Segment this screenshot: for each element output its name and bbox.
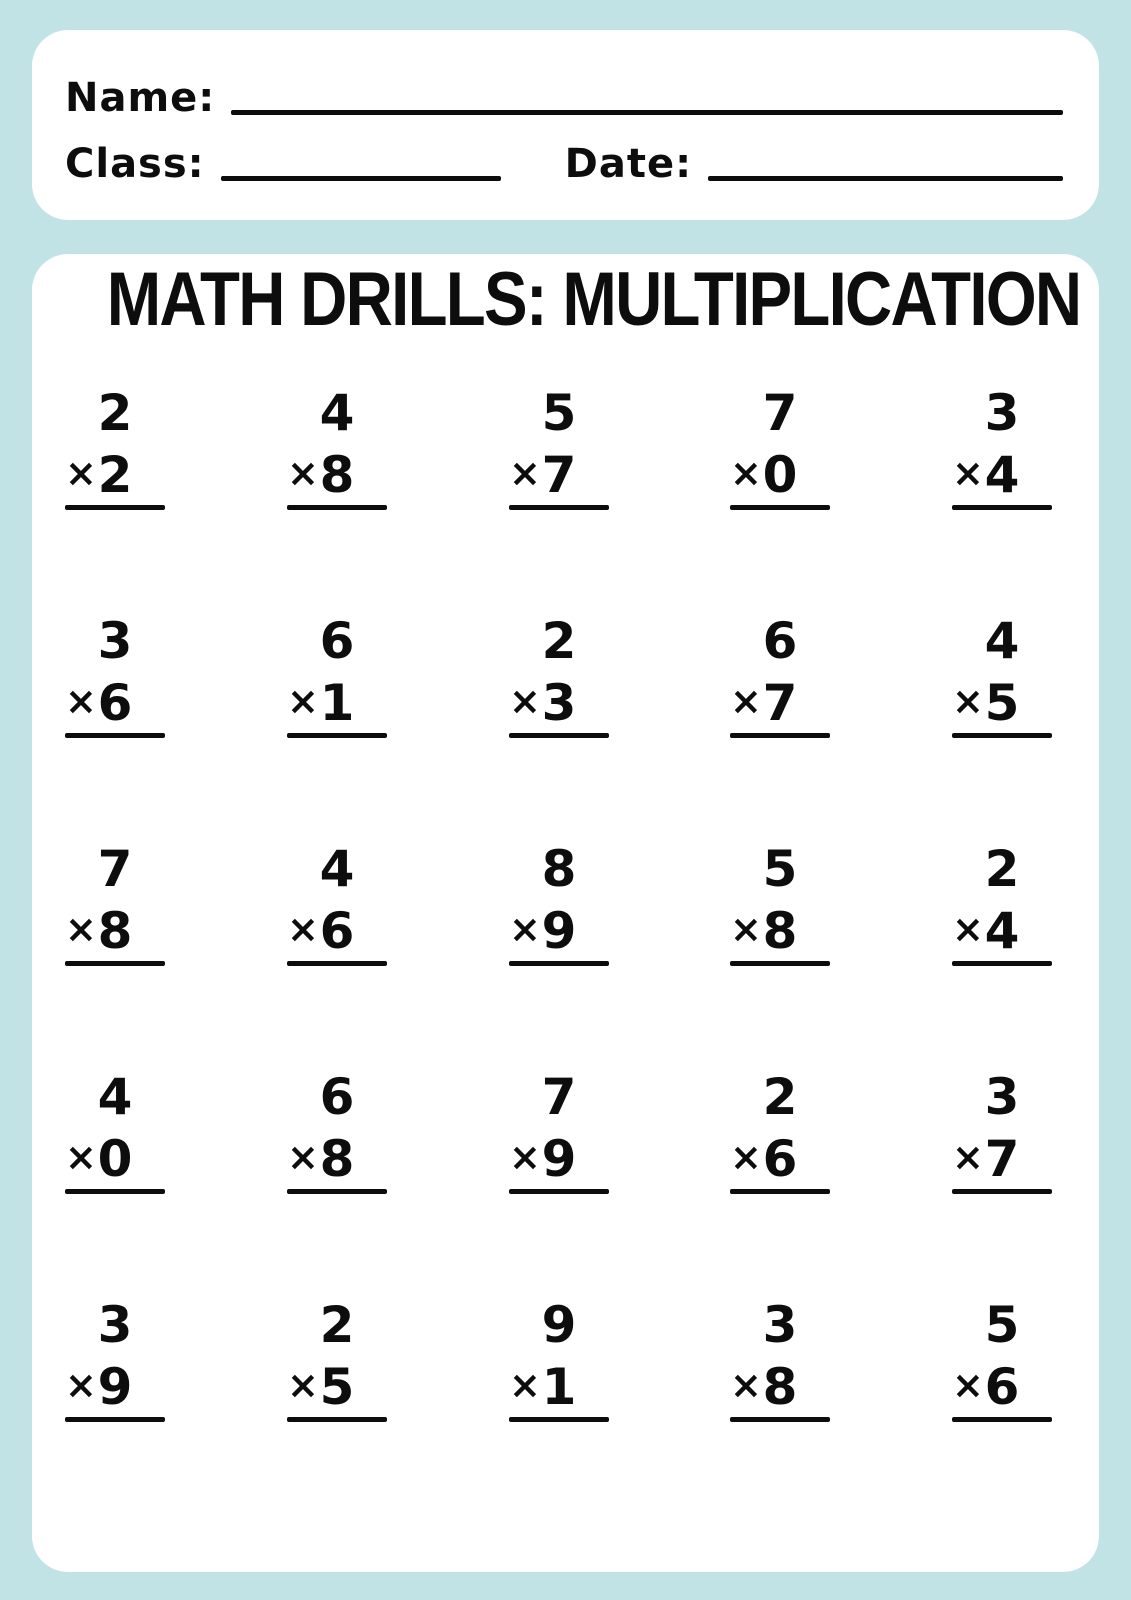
- problem-bottom-row: [952, 1130, 1052, 1188]
- problem-bottom-row: [952, 1358, 1052, 1416]
- answer-blank-line: [65, 505, 165, 510]
- answer-blank-line: [287, 733, 387, 738]
- bottom-operand: 2: [97, 446, 133, 504]
- answer-blank-line: [509, 961, 609, 966]
- top-operand: 6: [762, 612, 798, 670]
- problem-bottom-row: [509, 1130, 609, 1188]
- problem: [730, 612, 830, 844]
- top-operand: 6: [319, 612, 355, 670]
- answer-blank-line: [65, 1417, 165, 1422]
- problem-bottom-row: [952, 446, 1052, 504]
- answer-blank-line: [730, 733, 830, 738]
- answer-blank-line: [952, 1417, 1052, 1422]
- problem-bottom-row: [287, 902, 387, 960]
- answer-blank-line: [509, 1189, 609, 1194]
- top-operand: 7: [762, 384, 798, 442]
- worksheet-card: [32, 254, 1099, 1572]
- times-operator: ×: [730, 1135, 762, 1179]
- problem-bottom-row: [287, 674, 387, 732]
- times-operator: ×: [730, 1363, 762, 1407]
- top-operand: 4: [319, 840, 355, 898]
- problem: [509, 384, 609, 616]
- answer-blank-line: [730, 1417, 830, 1422]
- problem: [730, 1296, 830, 1528]
- problem-bottom-row: [65, 446, 165, 504]
- times-operator: ×: [65, 907, 97, 951]
- answer-blank-line: [509, 1417, 609, 1422]
- bottom-operand: 9: [541, 902, 577, 960]
- answer-blank-line: [952, 1189, 1052, 1194]
- times-operator: ×: [730, 679, 762, 723]
- bottom-operand: 5: [319, 1358, 355, 1416]
- bottom-operand: 1: [319, 674, 355, 732]
- problem-bottom-row: [287, 446, 387, 504]
- bottom-operand: 6: [762, 1130, 798, 1188]
- times-operator: ×: [65, 451, 97, 495]
- times-operator: ×: [287, 1363, 319, 1407]
- times-operator: ×: [952, 679, 984, 723]
- bottom-operand: 7: [541, 446, 577, 504]
- problem-bottom-row: [730, 1358, 830, 1416]
- problem: [509, 612, 609, 844]
- answer-blank-line: [952, 505, 1052, 510]
- problem: [952, 1296, 1052, 1528]
- date-label: Date:: [564, 141, 693, 187]
- times-operator: ×: [730, 451, 762, 495]
- name-blank-line: [231, 110, 1063, 115]
- answer-blank-line: [509, 733, 609, 738]
- times-operator: ×: [730, 907, 762, 951]
- top-operand: 9: [541, 1296, 577, 1354]
- answer-blank-line: [730, 961, 830, 966]
- answer-blank-line: [65, 1189, 165, 1194]
- problem-bottom-row: [509, 902, 609, 960]
- bottom-operand: 0: [97, 1130, 133, 1188]
- name-label: Name:: [65, 75, 216, 121]
- problem: [287, 384, 387, 616]
- top-operand: 6: [319, 1068, 355, 1126]
- top-operand: 2: [319, 1296, 355, 1354]
- answer-blank-line: [65, 733, 165, 738]
- bottom-operand: 7: [762, 674, 798, 732]
- problem-bottom-row: [65, 1130, 165, 1188]
- times-operator: ×: [509, 1135, 541, 1179]
- top-operand: 5: [541, 384, 577, 442]
- problem: [952, 612, 1052, 844]
- top-operand: 4: [319, 384, 355, 442]
- bottom-operand: 8: [762, 1358, 798, 1416]
- bottom-operand: 6: [319, 902, 355, 960]
- problem-bottom-row: [509, 674, 609, 732]
- bottom-operand: 8: [319, 446, 355, 504]
- class-date-field-row: [65, 134, 1063, 186]
- problem: [509, 1068, 609, 1300]
- bottom-operand: 7: [984, 1130, 1020, 1188]
- problem: [287, 1296, 387, 1528]
- top-operand: 4: [97, 1068, 133, 1126]
- top-operand: 2: [97, 384, 133, 442]
- problem-bottom-row: [509, 446, 609, 504]
- times-operator: ×: [509, 679, 541, 723]
- problem: [65, 384, 165, 616]
- times-operator: ×: [952, 451, 984, 495]
- bottom-operand: 5: [984, 674, 1020, 732]
- problem: [730, 1068, 830, 1300]
- problem: [952, 1068, 1052, 1300]
- bottom-operand: 8: [762, 902, 798, 960]
- top-operand: 8: [541, 840, 577, 898]
- worksheet-title: MATH DRILLS: MULTIPLICATION: [106, 257, 1081, 342]
- bottom-operand: 8: [97, 902, 133, 960]
- answer-blank-line: [730, 1189, 830, 1194]
- answer-blank-line: [952, 733, 1052, 738]
- bottom-operand: 9: [541, 1130, 577, 1188]
- times-operator: ×: [65, 679, 97, 723]
- times-operator: ×: [952, 1135, 984, 1179]
- problem: [509, 1296, 609, 1528]
- top-operand: 7: [97, 840, 133, 898]
- problem: [952, 384, 1052, 616]
- problem-bottom-row: [730, 1130, 830, 1188]
- answer-blank-line: [287, 1189, 387, 1194]
- times-operator: ×: [509, 907, 541, 951]
- problem-bottom-row: [287, 1130, 387, 1188]
- top-operand: 3: [984, 384, 1020, 442]
- bottom-operand: 0: [762, 446, 798, 504]
- top-operand: 7: [541, 1068, 577, 1126]
- top-operand: 3: [97, 1296, 133, 1354]
- top-operand: 5: [984, 1296, 1020, 1354]
- bottom-operand: 8: [319, 1130, 355, 1188]
- times-operator: ×: [952, 1363, 984, 1407]
- times-operator: ×: [509, 1363, 541, 1407]
- top-operand: 3: [97, 612, 133, 670]
- problem: [287, 612, 387, 844]
- problems-grid: [65, 384, 1052, 1528]
- problem: [287, 1068, 387, 1300]
- problem-bottom-row: [65, 902, 165, 960]
- problem-bottom-row: [65, 674, 165, 732]
- bottom-operand: 4: [984, 446, 1020, 504]
- problem: [65, 840, 165, 1072]
- problem: [509, 840, 609, 1072]
- times-operator: ×: [65, 1135, 97, 1179]
- date-blank-line: [708, 176, 1063, 181]
- answer-blank-line: [509, 505, 609, 510]
- problem: [65, 1068, 165, 1300]
- problem: [65, 612, 165, 844]
- times-operator: ×: [287, 451, 319, 495]
- bottom-operand: 3: [541, 674, 577, 732]
- bottom-operand: 4: [984, 902, 1020, 960]
- top-operand: 2: [541, 612, 577, 670]
- bottom-operand: 6: [984, 1358, 1020, 1416]
- problem-bottom-row: [730, 446, 830, 504]
- top-operand: 5: [762, 840, 798, 898]
- bottom-operand: 1: [541, 1358, 577, 1416]
- name-field-row: [65, 68, 1063, 120]
- problem-bottom-row: [65, 1358, 165, 1416]
- problem-bottom-row: [287, 1358, 387, 1416]
- answer-blank-line: [952, 961, 1052, 966]
- header-card: [32, 30, 1099, 220]
- top-operand: 2: [762, 1068, 798, 1126]
- times-operator: ×: [509, 451, 541, 495]
- problem: [65, 1296, 165, 1528]
- problem: [730, 384, 830, 616]
- problem: [730, 840, 830, 1072]
- problem: [287, 840, 387, 1072]
- problem: [952, 840, 1052, 1072]
- bottom-operand: 6: [97, 674, 133, 732]
- top-operand: 3: [762, 1296, 798, 1354]
- answer-blank-line: [287, 505, 387, 510]
- times-operator: ×: [287, 679, 319, 723]
- answer-blank-line: [65, 961, 165, 966]
- times-operator: ×: [65, 1363, 97, 1407]
- times-operator: ×: [287, 907, 319, 951]
- times-operator: ×: [287, 1135, 319, 1179]
- answer-blank-line: [287, 1417, 387, 1422]
- top-operand: 2: [984, 840, 1020, 898]
- bottom-operand: 9: [97, 1358, 133, 1416]
- class-blank-line: [221, 176, 501, 181]
- problem-bottom-row: [730, 674, 830, 732]
- class-label: Class:: [65, 141, 205, 187]
- answer-blank-line: [287, 961, 387, 966]
- problem-bottom-row: [952, 902, 1052, 960]
- problem-bottom-row: [730, 902, 830, 960]
- problem-bottom-row: [509, 1358, 609, 1416]
- top-operand: 4: [984, 612, 1020, 670]
- answer-blank-line: [730, 505, 830, 510]
- problem-bottom-row: [952, 674, 1052, 732]
- times-operator: ×: [952, 907, 984, 951]
- top-operand: 3: [984, 1068, 1020, 1126]
